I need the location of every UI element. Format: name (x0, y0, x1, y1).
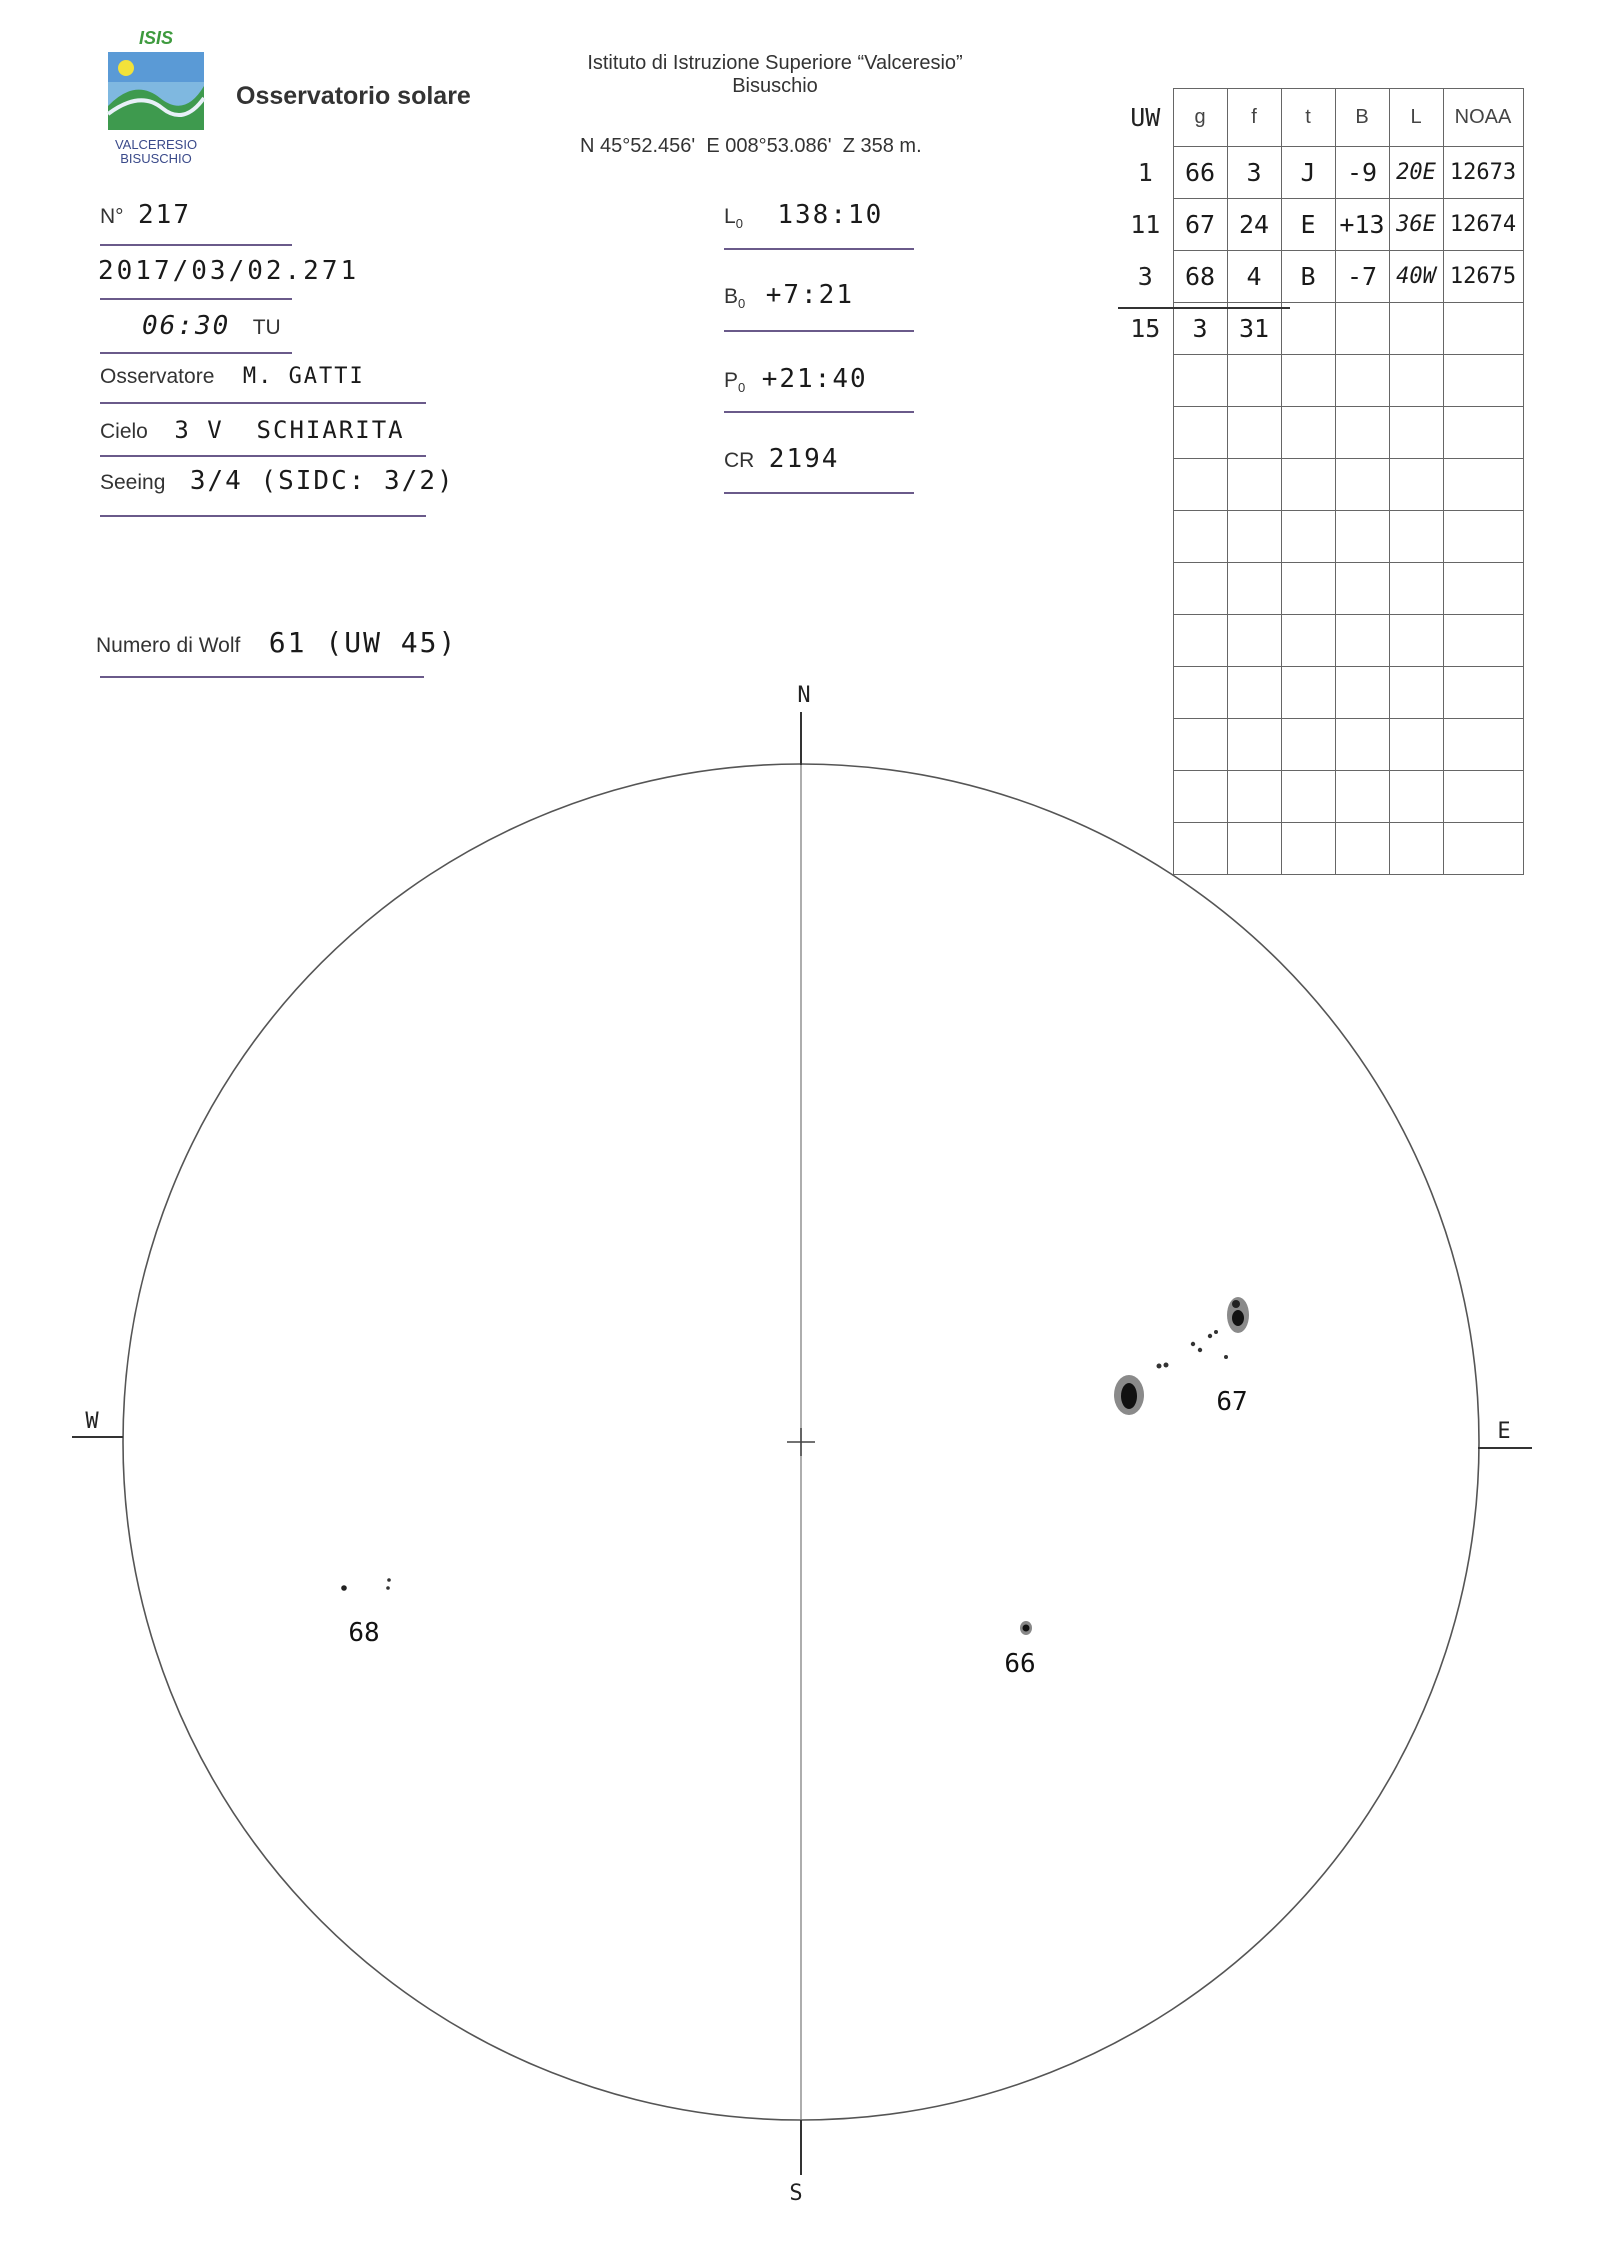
sunspot-67-pore (1164, 1363, 1169, 1368)
number-label: N° (100, 205, 124, 228)
cell-l: 36E (1389, 199, 1443, 251)
l0-label: $L_0$ (724, 205, 743, 232)
p0-value: +21:40 (761, 364, 868, 394)
cell-uw: 3 (1137, 262, 1153, 291)
total-uw: 15 (1130, 314, 1161, 343)
sunspot-group-66 (1020, 1621, 1032, 1635)
logo-line1: VALCERESIO (114, 137, 198, 152)
header-cell-l: L (1389, 89, 1443, 147)
header-cell-f: f (1227, 89, 1281, 147)
sunspot-group-68 (341, 1578, 391, 1591)
cell-b: -7 (1335, 251, 1389, 303)
institute-line2: Bisuschio (732, 75, 818, 97)
header-cell-g: g (1173, 89, 1227, 147)
seeing-label: Seeing (100, 471, 166, 494)
time-unit: TU (252, 316, 281, 339)
south-label: S (789, 2181, 803, 2206)
cell-noaa: 12673 (1443, 147, 1523, 199)
sunspot-67-umbra-leader (1121, 1383, 1137, 1409)
cell-f: 3 (1227, 147, 1281, 199)
svg-text:ISIS: ISIS (138, 28, 174, 48)
observer-label: Osservatore (100, 365, 215, 388)
sky-label: Cielo (100, 420, 148, 443)
cell-noaa: 12674 (1443, 199, 1523, 251)
sunspot-67-pore (1198, 1348, 1202, 1352)
header-cell-b: B (1335, 89, 1389, 147)
header-cell-uw: UW (1130, 103, 1161, 132)
cell-g: 67 (1173, 199, 1227, 251)
cr-label: CR (724, 449, 755, 472)
sunspot-68-pore (341, 1585, 347, 1591)
cell-l: 40W (1389, 251, 1443, 303)
cr-value: 2194 (768, 444, 840, 474)
east-label: E (1497, 1419, 1511, 1444)
observer-value: M. GATTI (242, 364, 365, 389)
total-f: 31 (1227, 303, 1281, 355)
observatory-title: Osservatorio solare (236, 82, 471, 110)
cell-uw: 1 (1137, 158, 1153, 187)
institute-line1: Istituto di Istruzione Superiore “Valceresio” (587, 52, 963, 74)
sunspot-67-pore (1191, 1342, 1195, 1346)
cell-l: 20E (1389, 147, 1443, 199)
west-label: W (85, 1409, 99, 1434)
header-cell-t: t (1281, 89, 1335, 147)
wolf-label: Numero di Wolf (96, 634, 241, 657)
north-label: N (797, 683, 811, 708)
cell-b: +13 (1335, 199, 1389, 251)
header-cell-noaa: NOAA (1443, 89, 1523, 147)
sunspot-68-pore (387, 1578, 391, 1582)
time-value: 06:30 (142, 311, 231, 341)
logo-line2: BISUSCHIO (120, 151, 192, 166)
group-67-label: 67 (1216, 1387, 1248, 1417)
cell-t: B (1281, 251, 1335, 303)
cell-t: J (1281, 147, 1335, 199)
sky-value: 3 V SCHIARITA (174, 416, 405, 444)
sunspot-67-umbra-follower (1232, 1310, 1244, 1326)
cell-t: E (1281, 199, 1335, 251)
b0-label: $B_0$ (724, 285, 746, 312)
sunspot-67-pore (1224, 1355, 1228, 1359)
date-value: 2017/03/02.271 (98, 256, 360, 286)
sunspot-68-pore (386, 1586, 390, 1590)
cell-g: 68 (1173, 251, 1227, 303)
sunspot-67-pore (1157, 1364, 1162, 1369)
sunspot-67-pore (1208, 1334, 1212, 1338)
sunspot-66-umbra (1023, 1625, 1030, 1632)
l0-value: 138:10 (777, 200, 884, 230)
group-66-label: 66 (1004, 1649, 1036, 1679)
sunspot-67-umbra-follower-b (1232, 1300, 1240, 1308)
b0-value: +7:21 (765, 280, 854, 310)
cell-uw: 11 (1130, 210, 1161, 239)
p0-label: $P_0$ (724, 369, 746, 396)
number-value: 217 (138, 200, 191, 230)
station-coordinates: N 45°52.456' E 008°53.086' Z 358 m. (580, 135, 922, 157)
group-68-label: 68 (348, 1618, 380, 1648)
cell-b: -9 (1335, 147, 1389, 199)
cell-g: 66 (1173, 147, 1227, 199)
sunspot-67-pore (1214, 1330, 1218, 1334)
wolf-value: 61 (UW 45) (268, 626, 458, 659)
cell-f: 24 (1227, 199, 1281, 251)
total-g: 3 (1173, 303, 1227, 355)
cell-f: 4 (1227, 251, 1281, 303)
cell-noaa: 12675 (1443, 251, 1523, 303)
seeing-value: 3/4 (SIDC: 3/2) (189, 466, 455, 496)
